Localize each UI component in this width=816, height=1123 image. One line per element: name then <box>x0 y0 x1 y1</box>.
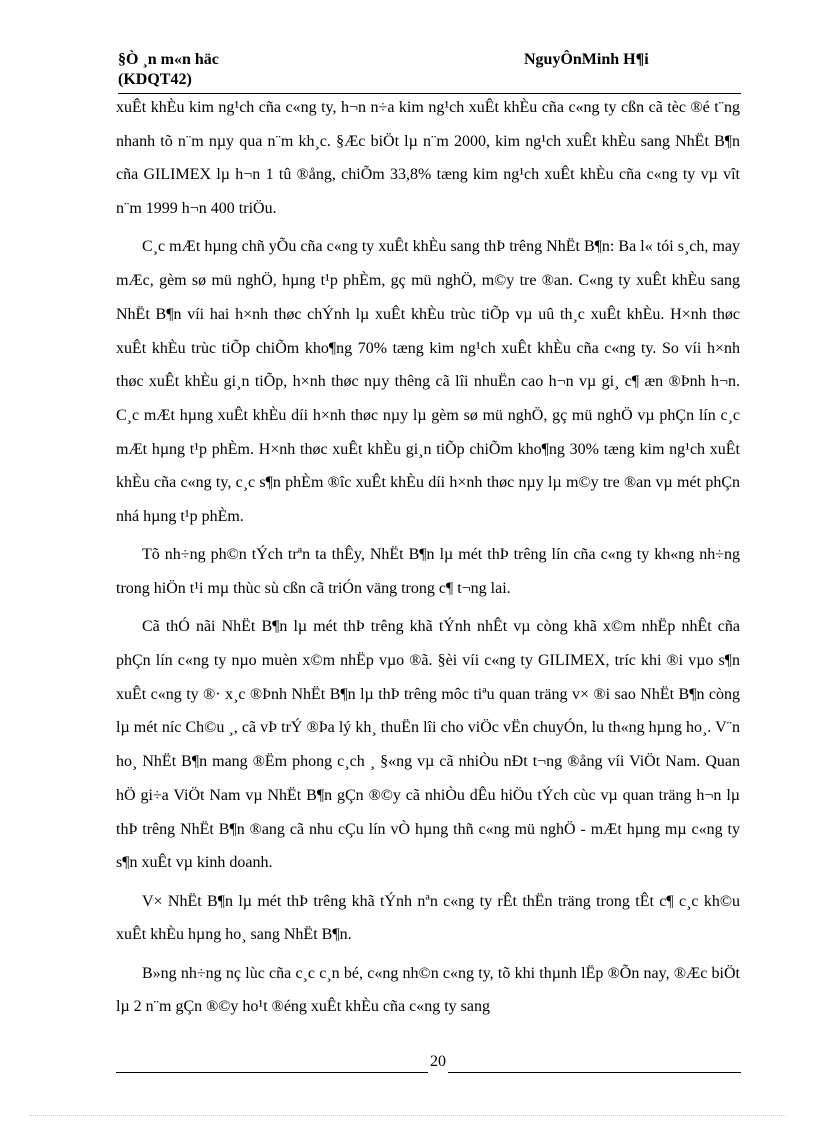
document-header-left <box>118 50 219 90</box>
page-footer <box>116 1052 741 1076</box>
author-name: NguyÔnMinh H¶i <box>524 51 649 68</box>
course-code: (KDQT42) <box>118 71 192 88</box>
paragraph: B»ng nh÷ng nç lùc cña c¸c c¸n bé, c«ng nh©n c«ng ty, tõ khi thµnh lËp ®Õn nay, ®Æc biÖt lµ 2 n¨m gÇn ®©y ho¹t ®éng xuÊt khÈu cña c«ng ty sang <box>116 964 740 1016</box>
footer-divider-right <box>448 1072 741 1073</box>
paragraph: Cã thÓ nãi NhËt B¶n lµ mét thÞ trêng khã tÝnh nhÊt vµ còng khã x©m nhËp nhÊt cña phÇn lín c«ng ty nµo muèn x©m nhËp vµo ®ã. §èi víi c«ng ty GILIMEX, tríc khi ®i vµo s¶n xuÊt c«ng ty ®· x¸c ®Þnh NhËt B¶n lµ thÞ trêng môc tiªu quan träng v× ®i sao NhËt B¶n còng lµ mét níc Ch©u ¸, cã vÞ trÝ ®Þa lý kh¸ thuËn lîi cho viÖc vËn chuyÓn, lu th«ng hµng ho¸. V¨n ho¸ NhËt B¶n mang ®Ëm phong c¸ch ¸ §«ng vµ cã nhiÒu nÐt t¬ng ®ång víi ViÖt Nam. Quan hÖ gi÷a ViÖt Nam vµ NhËt B¶n gÇn ®©y cã nhiÒu dÊu hiÖu tÝch cùc vµ quan träng h¬n lµ thÞ trêng NhËt B¶n ®ang cã nhu cÇu lín vÒ hµng thñ c«ng mü nghÖ - mÆt hµng mµ c«ng ty s¶n xuÊt vµ kinh doanh. <box>116 618 740 872</box>
document-body <box>116 91 740 1029</box>
course-title: §Ò ¸n m«n häc <box>118 51 219 68</box>
paragraph: V× NhËt B¶n lµ mét thÞ trêng khã tÝnh nªn c«ng ty rÊt thËn träng trong tÊt c¶ c¸c kh©u xuÊt khÈu hµng ho¸ sang NhËt B¶n. <box>116 892 740 944</box>
paragraph: xuÊt khÈu kim ng¹ch cña c«ng ty, h¬n n÷a kim ng¹ch xuÊt khÈu cña c«ng ty cßn cã tèc ®é t¨ng nhanh tõ n¨m nµy qua n¨m kh¸c. §Æc biÖt lµ n¨m 2000, kim ng¹ch xuÊt khÈu sang NhËt B¶n cña GILIMEX lµ h¬n 1 tû ®ång, chiÕm 33,8% tæng kim ng¹ch xuÊt khÈu cña c«ng ty vµ vît n¨m 1999 h¬n 400 triÖu. <box>116 99 740 218</box>
page-edge-dotted-line <box>30 1115 786 1116</box>
footer-divider-left <box>116 1072 428 1073</box>
paragraph: C¸c mÆt hµng chñ yÕu cña c«ng ty xuÊt khÈu sang thÞ trêng NhËt B¶n: Ba l« tói s¸ch, may mÆc, gèm sø mü nghÖ, hµng t¹p phÈm, gç mü nghÖ, m©y tre ®an. C«ng ty xuÊt khÈu sang NhËt B¶n víi hai h×nh thøc chÝnh lµ xuÊt khÈu trùc tiÕp vµ uû th¸c xuÊt khÈu. H×nh thøc xuÊt khÈu trùc tiÕp chiÕm kho¶ng 70% tæng kim ng¹ch xuÊt khÈu cña c«ng ty. So víi h×nh thøc xuÊt khÈu gi¸n tiÕp, h×nh thøc nµy thêng cã lîi nhuËn cao h¬n vµ gi¸ c¶ æn ®Þnh h¬n. C¸c mÆt hµng xuÊt khÈu díi h×nh thøc nµy lµ gèm sø mü nghÖ, gç mü nghÖ vµ phÇn lín c¸c mÆt hµng t¹p phÈm. H×nh thøc xuÊt khÈu gi¸n tiÕp chiÕm kho¶ng 30% tæng kim ng¹ch xuÊt khÈu cña c«ng ty, c¸c s¶n phÈm ®îc xuÊt khÈu díi h×nh thøc nµy lµ m©y tre ®an vµ mét phÇn nhá hµng t¹p phÈm. <box>116 238 740 526</box>
page-number: 20 <box>430 1053 446 1070</box>
paragraph: Tõ nh÷ng ph©n tÝch trªn ta thÊy, NhËt B¶n lµ mét thÞ trêng lín cña c«ng ty kh«ng nh÷ng trong hiÖn t¹i mµ thùc sù cßn cã triÓn väng trong c¶ t¬ng lai. <box>116 546 740 598</box>
